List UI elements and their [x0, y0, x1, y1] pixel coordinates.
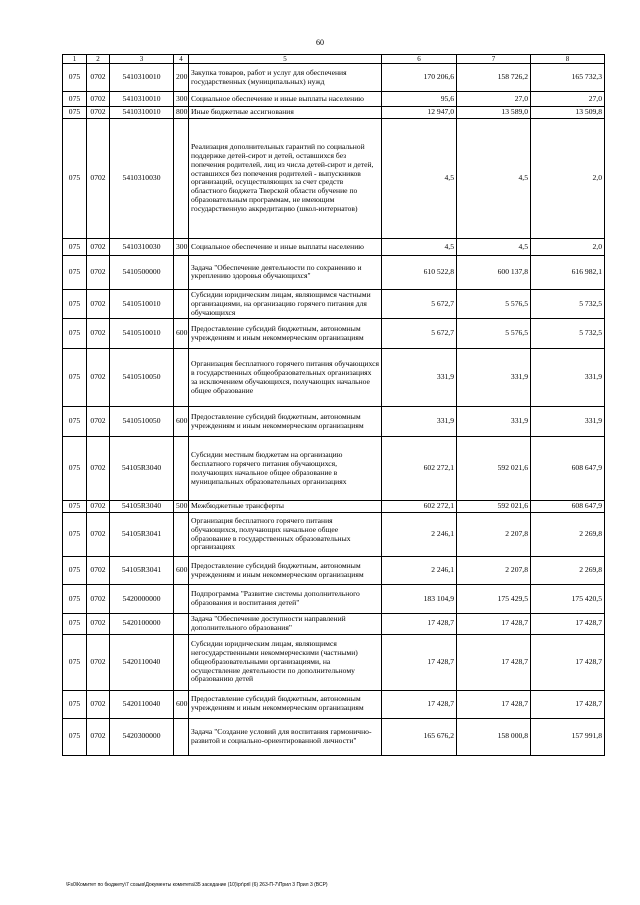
target-article-cell: 5420110040 [110, 634, 174, 690]
column-header: 4 [174, 55, 189, 64]
page-number: 60 [316, 38, 324, 47]
description-cell: Закупка товаров, работ и услуг для обеспечения государственных (муниципальных) нужд [189, 64, 382, 92]
expense-type-cell [174, 585, 189, 614]
target-article-cell: 5410310010 [110, 92, 174, 107]
section-code-cell: 0702 [87, 437, 110, 501]
amount-year2-cell: 600 137,8 [457, 255, 531, 289]
table-row [63, 690, 605, 718]
ministry-code-cell: 075 [63, 513, 87, 557]
target-article-cell: 5410510050 [110, 349, 174, 407]
section-code-cell: 0702 [87, 349, 110, 407]
amount-year2-cell: 13 589,0 [457, 107, 531, 119]
ministry-code-cell: 075 [63, 107, 87, 119]
amount-year1-cell: 5 672,7 [382, 319, 457, 349]
description-cell: Организация бесплатного горячего питания обучающихся в государственных общеобразовательных организациях за исключением обучающихся, получающих начальное общее образование [189, 349, 382, 407]
description-cell: Субсидии местным бюджетам на организацию бесплатного горячего питания обучающихся, получающих начальное общее образование в муниципальных образовательных организациях [189, 437, 382, 501]
table-row [63, 407, 605, 437]
table-row [63, 501, 605, 513]
ministry-code-cell: 075 [63, 238, 87, 255]
section-code-cell: 0702 [87, 557, 110, 585]
target-article-cell: 5410510010 [110, 319, 174, 349]
table-row [63, 634, 605, 690]
section-code-cell: 0702 [87, 718, 110, 755]
expense-type-cell: 300 [174, 238, 189, 255]
column-header: 8 [531, 55, 605, 64]
target-article-cell: 54105R3040 [110, 437, 174, 501]
description-cell: Предоставление субсидий бюджетным, автономным учреждениям и иным некоммерческим организациям [189, 319, 382, 349]
column-header: 6 [382, 55, 457, 64]
expense-type-cell [174, 513, 189, 557]
amount-year1-cell: 17 428,7 [382, 634, 457, 690]
expense-type-cell: 300 [174, 92, 189, 107]
amount-year3-cell: 165 732,3 [531, 64, 605, 92]
table-row [63, 64, 605, 92]
expense-type-cell [174, 437, 189, 501]
expense-type-cell: 600 [174, 319, 189, 349]
ministry-code-cell: 075 [63, 289, 87, 318]
column-header: 1 [63, 55, 87, 64]
amount-year3-cell: 17 428,7 [531, 690, 605, 718]
expense-type-cell: 500 [174, 501, 189, 513]
description-cell: Социальное обеспечение и иные выплаты населению [189, 92, 382, 107]
amount-year1-cell: 183 104,9 [382, 585, 457, 614]
section-code-cell: 0702 [87, 690, 110, 718]
expense-type-cell [174, 614, 189, 635]
amount-year3-cell: 2,0 [531, 118, 605, 238]
budget-table [62, 54, 605, 756]
amount-year1-cell: 5 672,7 [382, 289, 457, 318]
amount-year3-cell: 157 991,8 [531, 718, 605, 755]
amount-year2-cell: 17 428,7 [457, 614, 531, 635]
description-cell: Задача "Обеспечение деятельности по сохранению и укреплению здоровья обучающихся" [189, 255, 382, 289]
amount-year2-cell: 17 428,7 [457, 690, 531, 718]
amount-year1-cell: 95,6 [382, 92, 457, 107]
section-code-cell: 0702 [87, 319, 110, 349]
table-row [63, 289, 605, 318]
amount-year1-cell: 2 246,1 [382, 513, 457, 557]
section-code-cell: 0702 [87, 289, 110, 318]
amount-year3-cell: 2 269,8 [531, 513, 605, 557]
target-article-cell: 5420110040 [110, 690, 174, 718]
description-cell: Межбюджетные трансферты [189, 501, 382, 513]
amount-year3-cell: 5 732,5 [531, 289, 605, 318]
amount-year3-cell: 608 647,9 [531, 437, 605, 501]
section-code-cell: 0702 [87, 64, 110, 92]
amount-year2-cell: 158 726,2 [457, 64, 531, 92]
section-code-cell: 0702 [87, 107, 110, 119]
ministry-code-cell: 075 [63, 349, 87, 407]
expense-type-cell: 600 [174, 407, 189, 437]
table-body [63, 55, 605, 756]
section-code-cell: 0702 [87, 238, 110, 255]
expense-type-cell: 200 [174, 64, 189, 92]
table-row [63, 585, 605, 614]
column-header: 5 [189, 55, 382, 64]
expense-type-cell [174, 289, 189, 318]
amount-year3-cell: 616 982,1 [531, 255, 605, 289]
target-article-cell: 5410310030 [110, 238, 174, 255]
amount-year1-cell: 610 522,8 [382, 255, 457, 289]
amount-year1-cell: 331,9 [382, 407, 457, 437]
amount-year1-cell: 2 246,1 [382, 557, 457, 585]
amount-year2-cell: 4,5 [457, 118, 531, 238]
ministry-code-cell: 075 [63, 585, 87, 614]
target-article-cell: 5410510010 [110, 289, 174, 318]
amount-year1-cell: 602 272,1 [382, 501, 457, 513]
section-code-cell: 0702 [87, 255, 110, 289]
description-cell: Субсидии юридическим лицам, являющимся негосударственными некоммерческими (частными) общеобразовательными организациями, на осуществление деятельности по дополнительному образованию детей [189, 634, 382, 690]
amount-year2-cell: 158 000,8 [457, 718, 531, 755]
section-code-cell: 0702 [87, 407, 110, 437]
header-row [63, 55, 605, 64]
expense-type-cell [174, 349, 189, 407]
description-cell: Предоставление субсидий бюджетным, автономным учреждениям и иным некоммерческим организациям [189, 690, 382, 718]
table-row [63, 513, 605, 557]
amount-year3-cell: 2 269,8 [531, 557, 605, 585]
amount-year1-cell: 17 428,7 [382, 690, 457, 718]
table-row [63, 107, 605, 119]
expense-type-cell [174, 634, 189, 690]
amount-year2-cell: 17 428,7 [457, 634, 531, 690]
amount-year2-cell: 331,9 [457, 407, 531, 437]
section-code-cell: 0702 [87, 614, 110, 635]
amount-year3-cell: 331,9 [531, 349, 605, 407]
section-code-cell: 0702 [87, 513, 110, 557]
ministry-code-cell: 075 [63, 614, 87, 635]
target-article-cell: 5410310030 [110, 118, 174, 238]
target-article-cell: 5410310010 [110, 107, 174, 119]
section-code-cell: 0702 [87, 585, 110, 614]
amount-year2-cell: 5 576,5 [457, 319, 531, 349]
ministry-code-cell: 075 [63, 118, 87, 238]
ministry-code-cell: 075 [63, 718, 87, 755]
target-article-cell: 54105R3040 [110, 501, 174, 513]
amount-year3-cell: 331,9 [531, 407, 605, 437]
amount-year2-cell: 27,0 [457, 92, 531, 107]
expense-type-cell: 600 [174, 557, 189, 585]
table-row [63, 255, 605, 289]
table-row [63, 557, 605, 585]
amount-year3-cell: 5 732,5 [531, 319, 605, 349]
target-article-cell: 5410310010 [110, 64, 174, 92]
ministry-code-cell: 075 [63, 407, 87, 437]
column-header: 7 [457, 55, 531, 64]
description-cell: Субсидии юридическим лицам, являющимся частными организациями, на организацию горячего питания для обучающихся [189, 289, 382, 318]
ministry-code-cell: 075 [63, 557, 87, 585]
ministry-code-cell: 075 [63, 437, 87, 501]
amount-year1-cell: 170 206,6 [382, 64, 457, 92]
ministry-code-cell: 075 [63, 634, 87, 690]
amount-year3-cell: 13 509,8 [531, 107, 605, 119]
ministry-code-cell: 075 [63, 64, 87, 92]
amount-year2-cell: 175 429,5 [457, 585, 531, 614]
expense-type-cell: 600 [174, 690, 189, 718]
description-cell: Подпрограмма "Развитие системы дополнительного образования и воспитания детей" [189, 585, 382, 614]
target-article-cell: 5420000000 [110, 585, 174, 614]
expense-type-cell [174, 718, 189, 755]
amount-year1-cell: 602 272,1 [382, 437, 457, 501]
amount-year3-cell: 27,0 [531, 92, 605, 107]
amount-year3-cell: 2,0 [531, 238, 605, 255]
section-code-cell: 0702 [87, 501, 110, 513]
section-code-cell: 0702 [87, 92, 110, 107]
target-article-cell: 5420300000 [110, 718, 174, 755]
table-row [63, 118, 605, 238]
expense-type-cell [174, 118, 189, 238]
amount-year2-cell: 592 021,6 [457, 501, 531, 513]
table-row [63, 238, 605, 255]
description-cell: Иные бюджетные ассигнования [189, 107, 382, 119]
description-cell: Реализация дополнительных гарантий по социальной поддержке детей-сирот и детей, оставшихся без попечения родителей, лиц из числа детей-сирот и детей, оставшихся без попечения родителей - выпускников организаций, осуществляющих за счет средств областного бюджета Тверской области обучение по образовательным программам, не имеющим государственную аккредитацию (школ-интернатов) [189, 118, 382, 238]
section-code-cell: 0702 [87, 118, 110, 238]
description-cell: Задача "Обеспечение доступности направлений дополнительного образования" [189, 614, 382, 635]
table-row [63, 349, 605, 407]
amount-year1-cell: 17 428,7 [382, 614, 457, 635]
amount-year1-cell: 4,5 [382, 118, 457, 238]
amount-year1-cell: 165 676,2 [382, 718, 457, 755]
column-header: 2 [87, 55, 110, 64]
amount-year2-cell: 331,9 [457, 349, 531, 407]
section-code-cell: 0702 [87, 634, 110, 690]
target-article-cell: 5410500000 [110, 255, 174, 289]
amount-year2-cell: 5 576,5 [457, 289, 531, 318]
target-article-cell: 54105R3041 [110, 513, 174, 557]
amount-year1-cell: 331,9 [382, 349, 457, 407]
description-cell: Предоставление субсидий бюджетным, автономным учреждениям и иным некоммерческим организациям [189, 407, 382, 437]
ministry-code-cell: 075 [63, 501, 87, 513]
table-row [63, 319, 605, 349]
target-article-cell: 5420100000 [110, 614, 174, 635]
table-row [63, 437, 605, 501]
amount-year3-cell: 17 428,7 [531, 614, 605, 635]
table-row [63, 718, 605, 755]
amount-year2-cell: 4,5 [457, 238, 531, 255]
amount-year1-cell: 4,5 [382, 238, 457, 255]
ministry-code-cell: 075 [63, 319, 87, 349]
description-cell: Задача "Создание условий для воспитания гармонично-развитой и социально-ориентированной личности" [189, 718, 382, 755]
amount-year1-cell: 12 947,0 [382, 107, 457, 119]
amount-year3-cell: 175 420,5 [531, 585, 605, 614]
amount-year3-cell: 17 428,7 [531, 634, 605, 690]
ministry-code-cell: 075 [63, 92, 87, 107]
amount-year2-cell: 592 021,6 [457, 437, 531, 501]
description-cell: Социальное обеспечение и иные выплаты населению [189, 238, 382, 255]
target-article-cell: 54105R3041 [110, 557, 174, 585]
table-row [63, 92, 605, 107]
column-header: 3 [110, 55, 174, 64]
document-path-footer: \Fs0\Комитет по бюджету\7 созыв\Документы комитета\35 заседание (10)\pr\pril (6) 263-П-7\Прил 3 Прил 3 (ВСР) [66, 882, 328, 888]
ministry-code-cell: 075 [63, 255, 87, 289]
target-article-cell: 5410510050 [110, 407, 174, 437]
description-cell: Предоставление субсидий бюджетным, автономным учреждениям и иным некоммерческим организациям [189, 557, 382, 585]
amount-year3-cell: 608 647,9 [531, 501, 605, 513]
expense-type-cell: 800 [174, 107, 189, 119]
expense-type-cell [174, 255, 189, 289]
ministry-code-cell: 075 [63, 690, 87, 718]
amount-year2-cell: 2 207,8 [457, 513, 531, 557]
amount-year2-cell: 2 207,8 [457, 557, 531, 585]
table-row [63, 614, 605, 635]
description-cell: Организация бесплатного горячего питания обучающихся, получающих начальное общее образование в государственных образовательных организациях [189, 513, 382, 557]
